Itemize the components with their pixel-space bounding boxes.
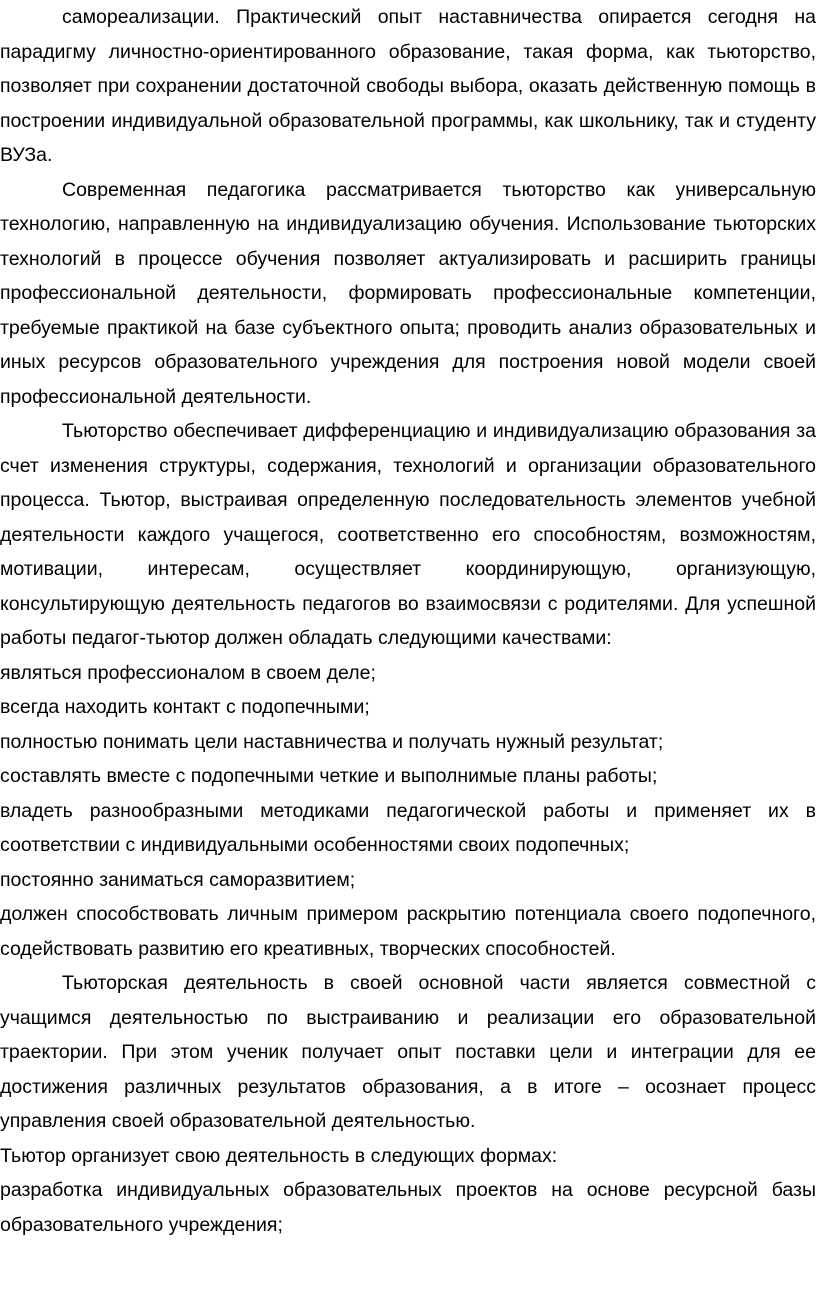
qualities-list [0,656,816,967]
list-item: разработка индивидуальных образовательных проектов на основе ресурсной базы образовательного учреждения; [0,1179,816,1236]
list-item: постоянно заниматься саморазвитием; [0,868,356,891]
list-item: составлять вместе с подопечными четкие и выполнимые планы работы; [0,765,658,787]
list-item: всегда находить контакт с подопечными; [0,696,370,718]
paragraph-modern-pedagogy: Современная педагогика рассматривается тьюторство как универсальную технологию, направленную на индивидуализацию обучения. Использование тьюторских технологий в процессе обучения позволяет актуализировать и расширить границы профессиональной деятельности, формировать профессиональные компетенции, требуемые практикой на базе субъектного опыта; проводить анализ образовательных и иных ресурсов образовательного учреждения для построения новой модели своей профессиональной деятельности. [0,178,816,408]
paragraph-tutoring-activity: Тьюторская деятельность в своей основной части является совместной с учащимся деятельностью по выстраиванию и реализации его образовательной траектории. При этом ученик получает опыт поставки цели и интеграции для ее достижения различных результатов образования, а в итоге – осознает процесс управления своей образовательной деятельностью. [0,972,816,1132]
paragraph-self-realization: самореализации. Практический опыт наставничества опирается сегодня на парадигму личностно-ориентированного образование, такая форма, как тьюторство, позволяет при сохранении достаточной свободы выбора, оказать действенную помощь в построении индивидуальной образовательной программы, как школьнику, так и студенту ВУЗа. [0,6,816,166]
forms-list [0,1173,816,1242]
paragraph-tutoring-differentiation: Тьюторство обеспечивает дифференциацию и индивидуализацию образования за счет изменения структуры, содержания, технологий и организации образовательного процесса. Тьютор, выстраивая определенную последовательность элементов учебной деятельности каждого учащегося, соответственно его способностям, возможностям, мотивации, интересам, осуществляет координирующую, организующую, консультирующую деятельность педагогов во взаимосвязи с родителями. Для успешной работы педагог-тьютор должен обладать следующими качествами: [0,420,816,649]
list-item: являться профессионалом в своем деле; [0,661,376,684]
list-item: должен способствовать личным примером раскрытию потенциала своего подопечного, содействовать развитию его креативных, творческих способностей. [0,903,816,960]
list-item: полностью понимать цели наставничества и получать нужный результат; [0,730,664,753]
forms-intro: Тьютор организует свою деятельность в следующих формах: [0,1144,558,1167]
list-item: владеть разнообразными методиками педагогической работы и применяет их в соответствии с индивидуальными особенностями своих подопечных; [0,799,816,856]
